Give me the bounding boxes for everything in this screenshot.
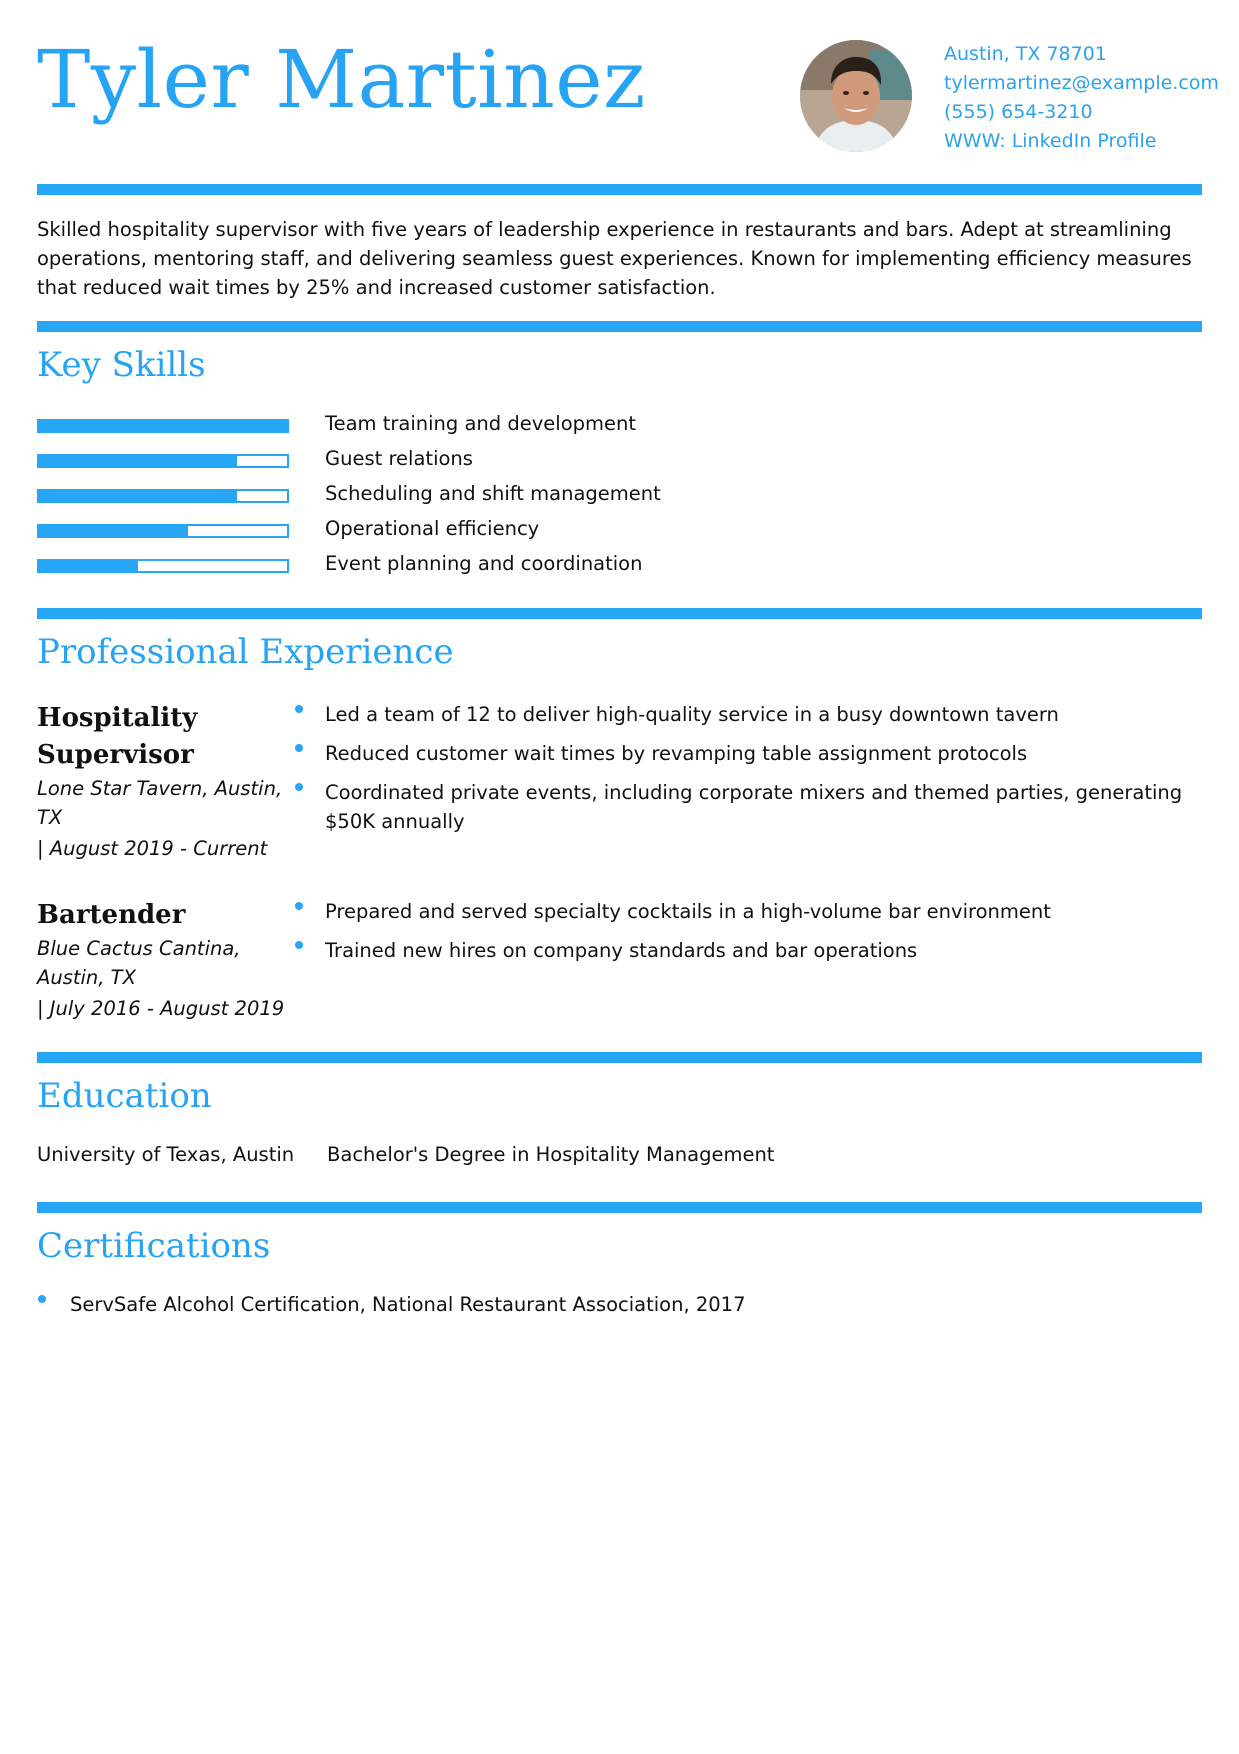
certification-item bbox=[70, 1290, 746, 1319]
skill-label: Event planning and coordination bbox=[325, 552, 643, 575]
certifications-heading: Certifications bbox=[37, 1226, 271, 1266]
skill-row bbox=[37, 515, 737, 543]
skills-heading: Key Skills bbox=[37, 345, 206, 385]
skill-label: Operational efficiency bbox=[325, 517, 540, 540]
bullet-icon bbox=[295, 705, 303, 713]
bullet-icon bbox=[295, 902, 303, 910]
bullet-icon bbox=[38, 1295, 46, 1303]
bullet-icon bbox=[295, 783, 303, 791]
job-employer: Lone Star Tavern, Austin, TX bbox=[37, 777, 283, 829]
profile-photo bbox=[800, 40, 912, 152]
job-dates: | July 2016 - August 2019 bbox=[37, 997, 285, 1020]
bullet-icon bbox=[295, 941, 303, 949]
skill-level-fill bbox=[39, 456, 237, 466]
skill-level-bar bbox=[37, 559, 289, 573]
job-bullet bbox=[325, 778, 1205, 836]
bullet-icon bbox=[295, 744, 303, 752]
job-bullet-text: Led a team of 12 to deliver high-quality service in a busy downtown tavern bbox=[325, 703, 1059, 726]
job-info bbox=[37, 897, 307, 1023]
job-bullet-list bbox=[325, 897, 1205, 975]
skill-level-bar bbox=[37, 524, 289, 538]
section-divider bbox=[37, 184, 1202, 195]
contact-address: Austin, TX 78701 bbox=[944, 43, 1107, 65]
job-bullet bbox=[325, 936, 1205, 965]
skill-row bbox=[37, 445, 737, 473]
job-title: Bartender bbox=[37, 900, 186, 930]
education-school: University of Texas, Austin bbox=[37, 1143, 295, 1166]
job-bullet bbox=[325, 700, 1205, 729]
skill-row bbox=[37, 480, 737, 508]
skill-level-fill bbox=[39, 526, 188, 536]
job-bullet-text: Trained new hires on company standards and bar operations bbox=[325, 939, 918, 962]
job-bullet-text: Coordinated private events, including corporate mixers and themed parties, generating $50K annually bbox=[325, 781, 1183, 833]
skill-level-fill bbox=[39, 421, 287, 431]
contact-block bbox=[944, 40, 1219, 156]
candidate-name: Tyler Martinez bbox=[37, 33, 646, 126]
skill-label: Scheduling and shift management bbox=[325, 482, 661, 505]
certification-text: ServSafe Alcohol Certification, National Restaurant Association, 2017 bbox=[70, 1293, 746, 1316]
education-heading: Education bbox=[37, 1076, 212, 1116]
skill-label: Team training and development bbox=[325, 412, 637, 435]
contact-email[interactable]: tylermartinez@example.com bbox=[944, 72, 1219, 94]
job-employer: Blue Cactus Cantina, Austin, TX bbox=[37, 937, 241, 989]
contact-website-link[interactable]: WWW: LinkedIn Profile bbox=[944, 130, 1157, 152]
skill-level-fill bbox=[39, 491, 237, 501]
contact-phone[interactable]: (555) 654-3210 bbox=[944, 101, 1093, 123]
skill-level-bar bbox=[37, 489, 289, 503]
job-info bbox=[37, 700, 307, 863]
job-bullet bbox=[325, 897, 1205, 926]
section-divider bbox=[37, 608, 1202, 619]
section-divider bbox=[37, 1202, 1202, 1213]
section-divider bbox=[37, 321, 1202, 332]
job-bullet bbox=[325, 739, 1205, 768]
skill-level-fill bbox=[39, 561, 138, 571]
skill-row bbox=[37, 410, 737, 438]
job-dates: | August 2019 - Current bbox=[37, 837, 268, 860]
skill-level-bar bbox=[37, 419, 289, 433]
skill-level-bar bbox=[37, 454, 289, 468]
job-title: Hospitality Supervisor bbox=[37, 703, 198, 770]
skill-label: Guest relations bbox=[325, 447, 473, 470]
education-degree: Bachelor's Degree in Hospitality Management bbox=[327, 1143, 775, 1166]
job-bullet-text: Reduced customer wait times by revamping table assignment protocols bbox=[325, 742, 1028, 765]
experience-heading: Professional Experience bbox=[37, 632, 454, 672]
section-divider bbox=[37, 1052, 1202, 1063]
job-bullet-text: Prepared and served specialty cocktails in a high-volume bar environment bbox=[325, 900, 1051, 923]
profile-photo-image bbox=[800, 40, 912, 152]
skill-row bbox=[37, 550, 737, 578]
professional-summary: Skilled hospitality supervisor with five years of leadership experience in restaurants and bars. Adept at streamlining operations, mentoring staff, and delivering seamless guest experiences. Known for implementing efficiency measures that reduced wait times by 25% and increased customer satisfaction. bbox=[37, 218, 1192, 299]
job-bullet-list bbox=[325, 700, 1205, 846]
